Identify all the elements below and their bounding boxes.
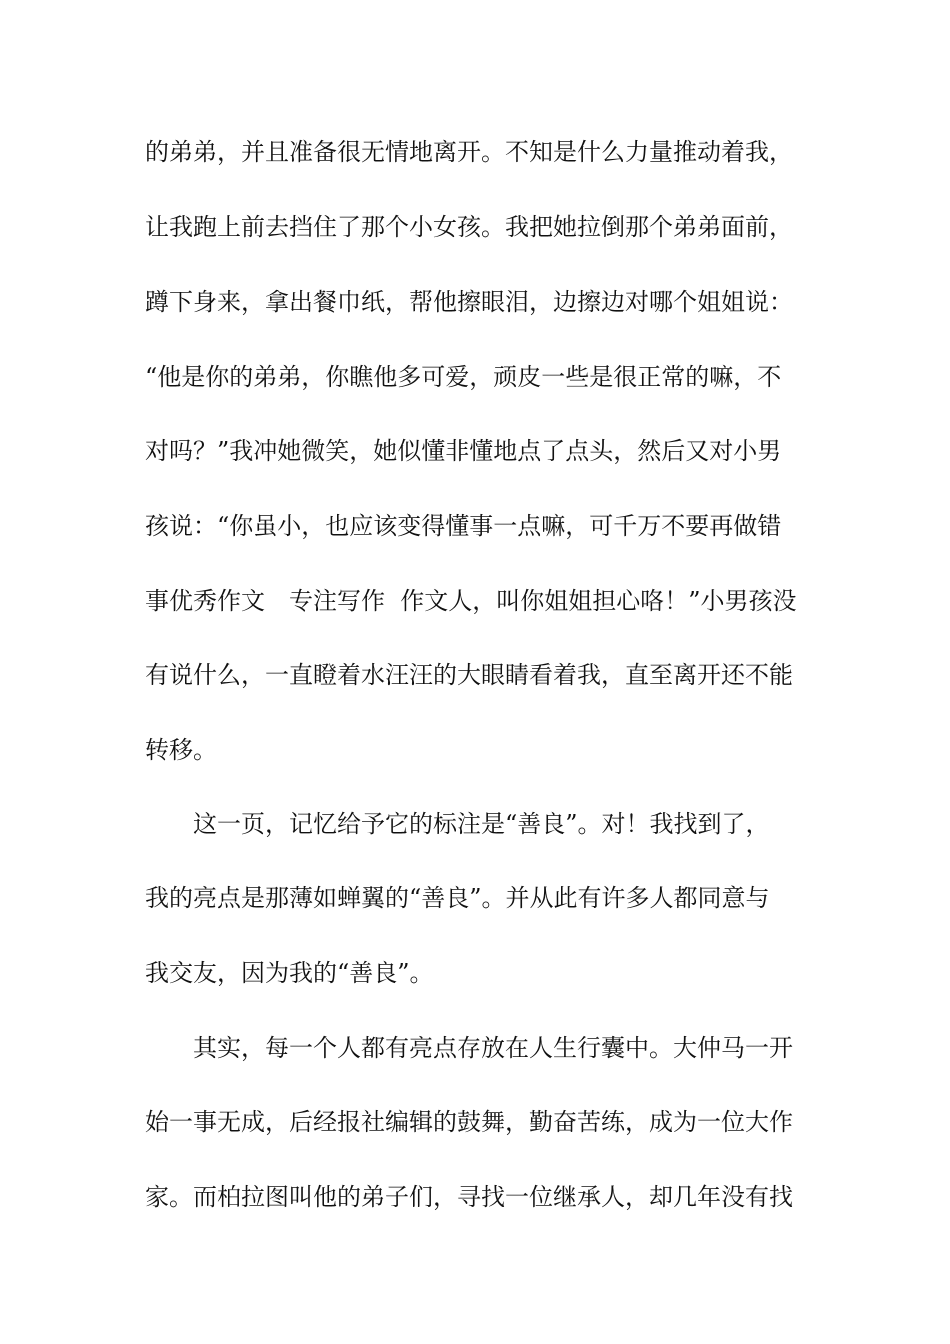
text-line: 孩说：“你虽小，也应该变得懂事一点嘛，可千万不要再做错: [145, 512, 782, 540]
text-line: 事优秀作文 专注写作 作文人，叫你姐姐担心咯！”小男孩没: [145, 587, 797, 615]
text-line: 我的亮点是那薄如蝉翼的“善良”。并从此有许多人都同意与: [145, 884, 770, 912]
text-line: 始一事无成，后经报社编辑的鼓舞，勤奋苦练，成为一位大作: [145, 1108, 793, 1136]
text-line: 其实，每一个人都有亮点存放在人生行囊中。大仲马一开: [145, 1034, 793, 1062]
text-line: 让我跑上前去挡住了那个小女孩。我把她拉倒那个弟弟面前，: [145, 213, 793, 241]
text-line: 转移。: [145, 736, 217, 764]
text-line: 蹲下身来，拿出餐巾纸，帮他擦眼泪，边擦边对哪个姐姐说：: [145, 288, 793, 316]
text-line: 这一页，记忆给予它的标注是“善良”。对！我找到了，: [145, 810, 770, 838]
text-line: 有说什么，一直瞪着水汪汪的大眼睛看着我，直至离开还不能: [145, 661, 793, 689]
text-line: 家。而柏拉图叫他的弟子们，寻找一位继承人，却几年没有找: [145, 1183, 793, 1211]
text-line: 我交友，因为我的“善良”。: [145, 959, 434, 987]
text-line: “他是你的弟弟，你瞧他多可爱，顽皮一些是很正常的嘛，不: [145, 363, 782, 391]
text-line: 对吗？”我冲她微笑，她似懂非懂地点了点头，然后又对小男: [145, 437, 782, 465]
text-line: 的弟弟，并且准备很无情地离开。不知是什么力量推动着我，: [145, 138, 793, 166]
